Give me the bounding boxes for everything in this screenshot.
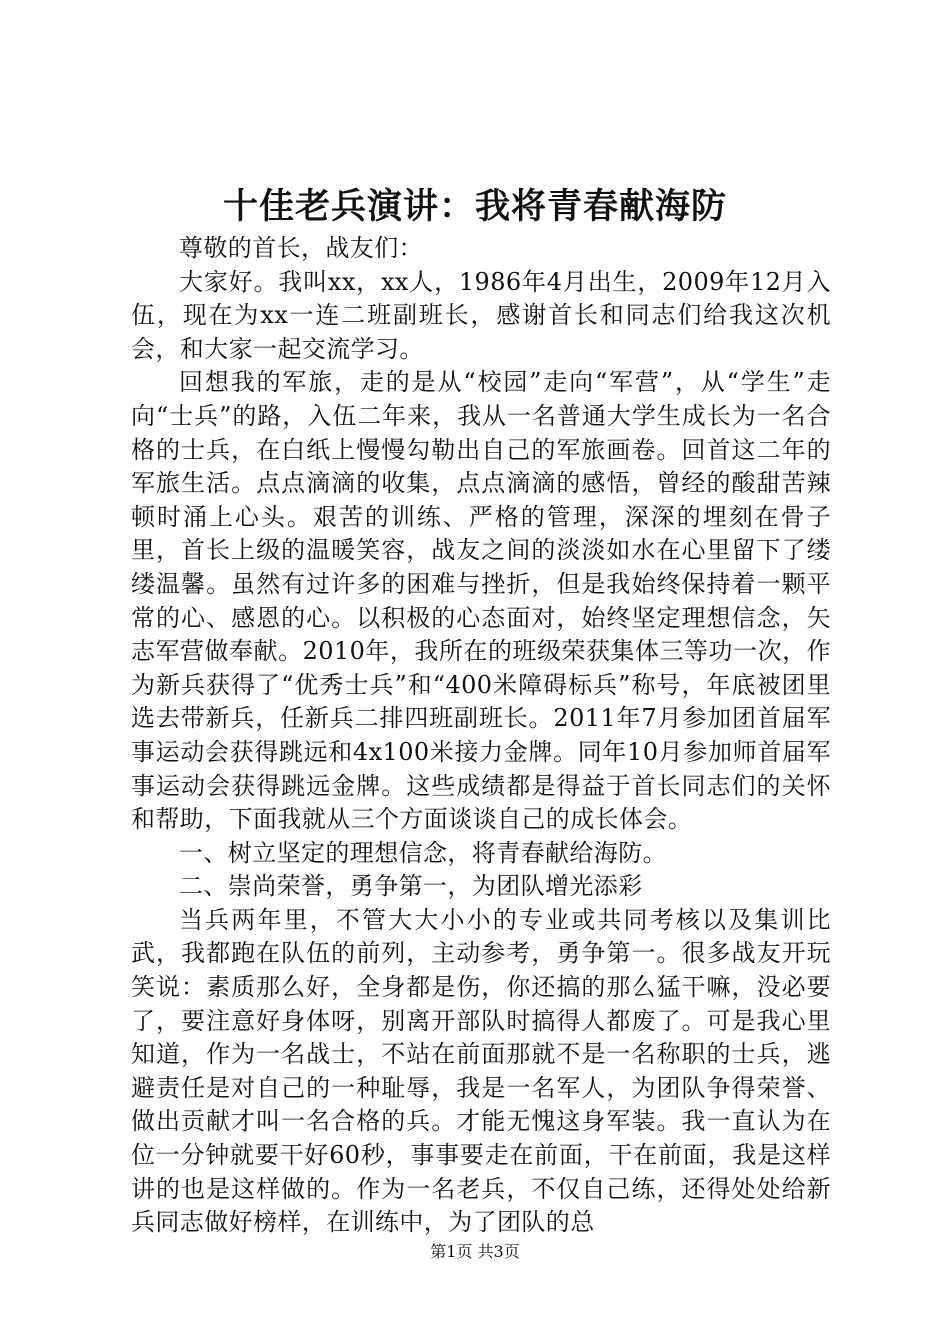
section-heading-2: 二、崇尚荣誉，勇争第一，为团队增光添彩 bbox=[179, 872, 643, 901]
document-title: 十佳老兵演讲：我将青春献海防 bbox=[222, 186, 727, 227]
intro-paragraph: 大家好。我叫xx，xx人，1986年4月出生，2009年12月入伍，现在为xx一连二班副班长，感谢首长和同志们给我这次机会，和大家一起交流学习。 bbox=[131, 267, 831, 363]
experience-paragraph: 回想我的军旅，走的是从“校园”走向“军营”，从“学生”走向“士兵”的路，入伍二年来，我从一名普通大学生成长为一名合格的士兵，在白纸上慢慢勾勒出自己的军旅画卷。回首这二年的军旅生活。点点滴滴的收集，点点滴滴的感悟，曾经的酸甜苦辣顿时涌上心头。艰苦的训练、严格的管理，深深的埋刻在骨子里，首长上级的温暖笑容，战友之间的淡淡如水在心里留下了缕缕温馨。虽然有过许多的困难与挫折，但是我始终保持着一颗平常的心、感恩的心。以积极的心态面对，始终坚定理想信念，矢志军营做奉献。2010年，我所在的班级荣获集体三等功一次，作为新兵获得了“优秀士兵”和“400米障碍标兵”称号，年底被团里选去带新兵，任新兵二排四班副班长。2011年7月参加团首届军事运动会获得跳远和4x100米接力金牌。同年10月参加师首届军事运动会获得跳远金牌。这些成绩都是得益于首长同志们的关怀和帮助，下面我就从三个方面谈谈自己的成长体会。 bbox=[131, 368, 831, 834]
document-body bbox=[131, 232, 831, 1240]
section-heading-1: 一、树立坚定的理想信念，将青春献给海防。 bbox=[179, 838, 667, 867]
salutation-paragraph: 尊敬的首长，战友们： bbox=[179, 234, 423, 262]
training-paragraph: 当兵两年里，不管大大小小的专业或共同考核以及集训比武，我都跑在队伍的前列，主动参考，勇争第一。很多战友开玩笑说：素质那么好，全身都是伤，你还搞的那么猛干嘛，没必要了，要注意好身体呀，别离开部队时搞得人都废了。可是我心里知道，作为一名战士，不站在前面那就不是一名称职的士兵，逃避责任是对自己的一种耻辱，我是一名军人，为团队争得荣誉、做出贡献才叫一名合格的兵。才能无愧这身军装。我一直认为在位一分钟就要干好60秒，事事要走在前面，干在前面，我是这样讲的也是这样做的。作为一名老兵，不仅自己练，还得处处给新兵同志做好榜样，在训练中，为了团队的总 bbox=[131, 905, 831, 1237]
page-number-footer: 第1页 共3页 bbox=[430, 1242, 520, 1261]
